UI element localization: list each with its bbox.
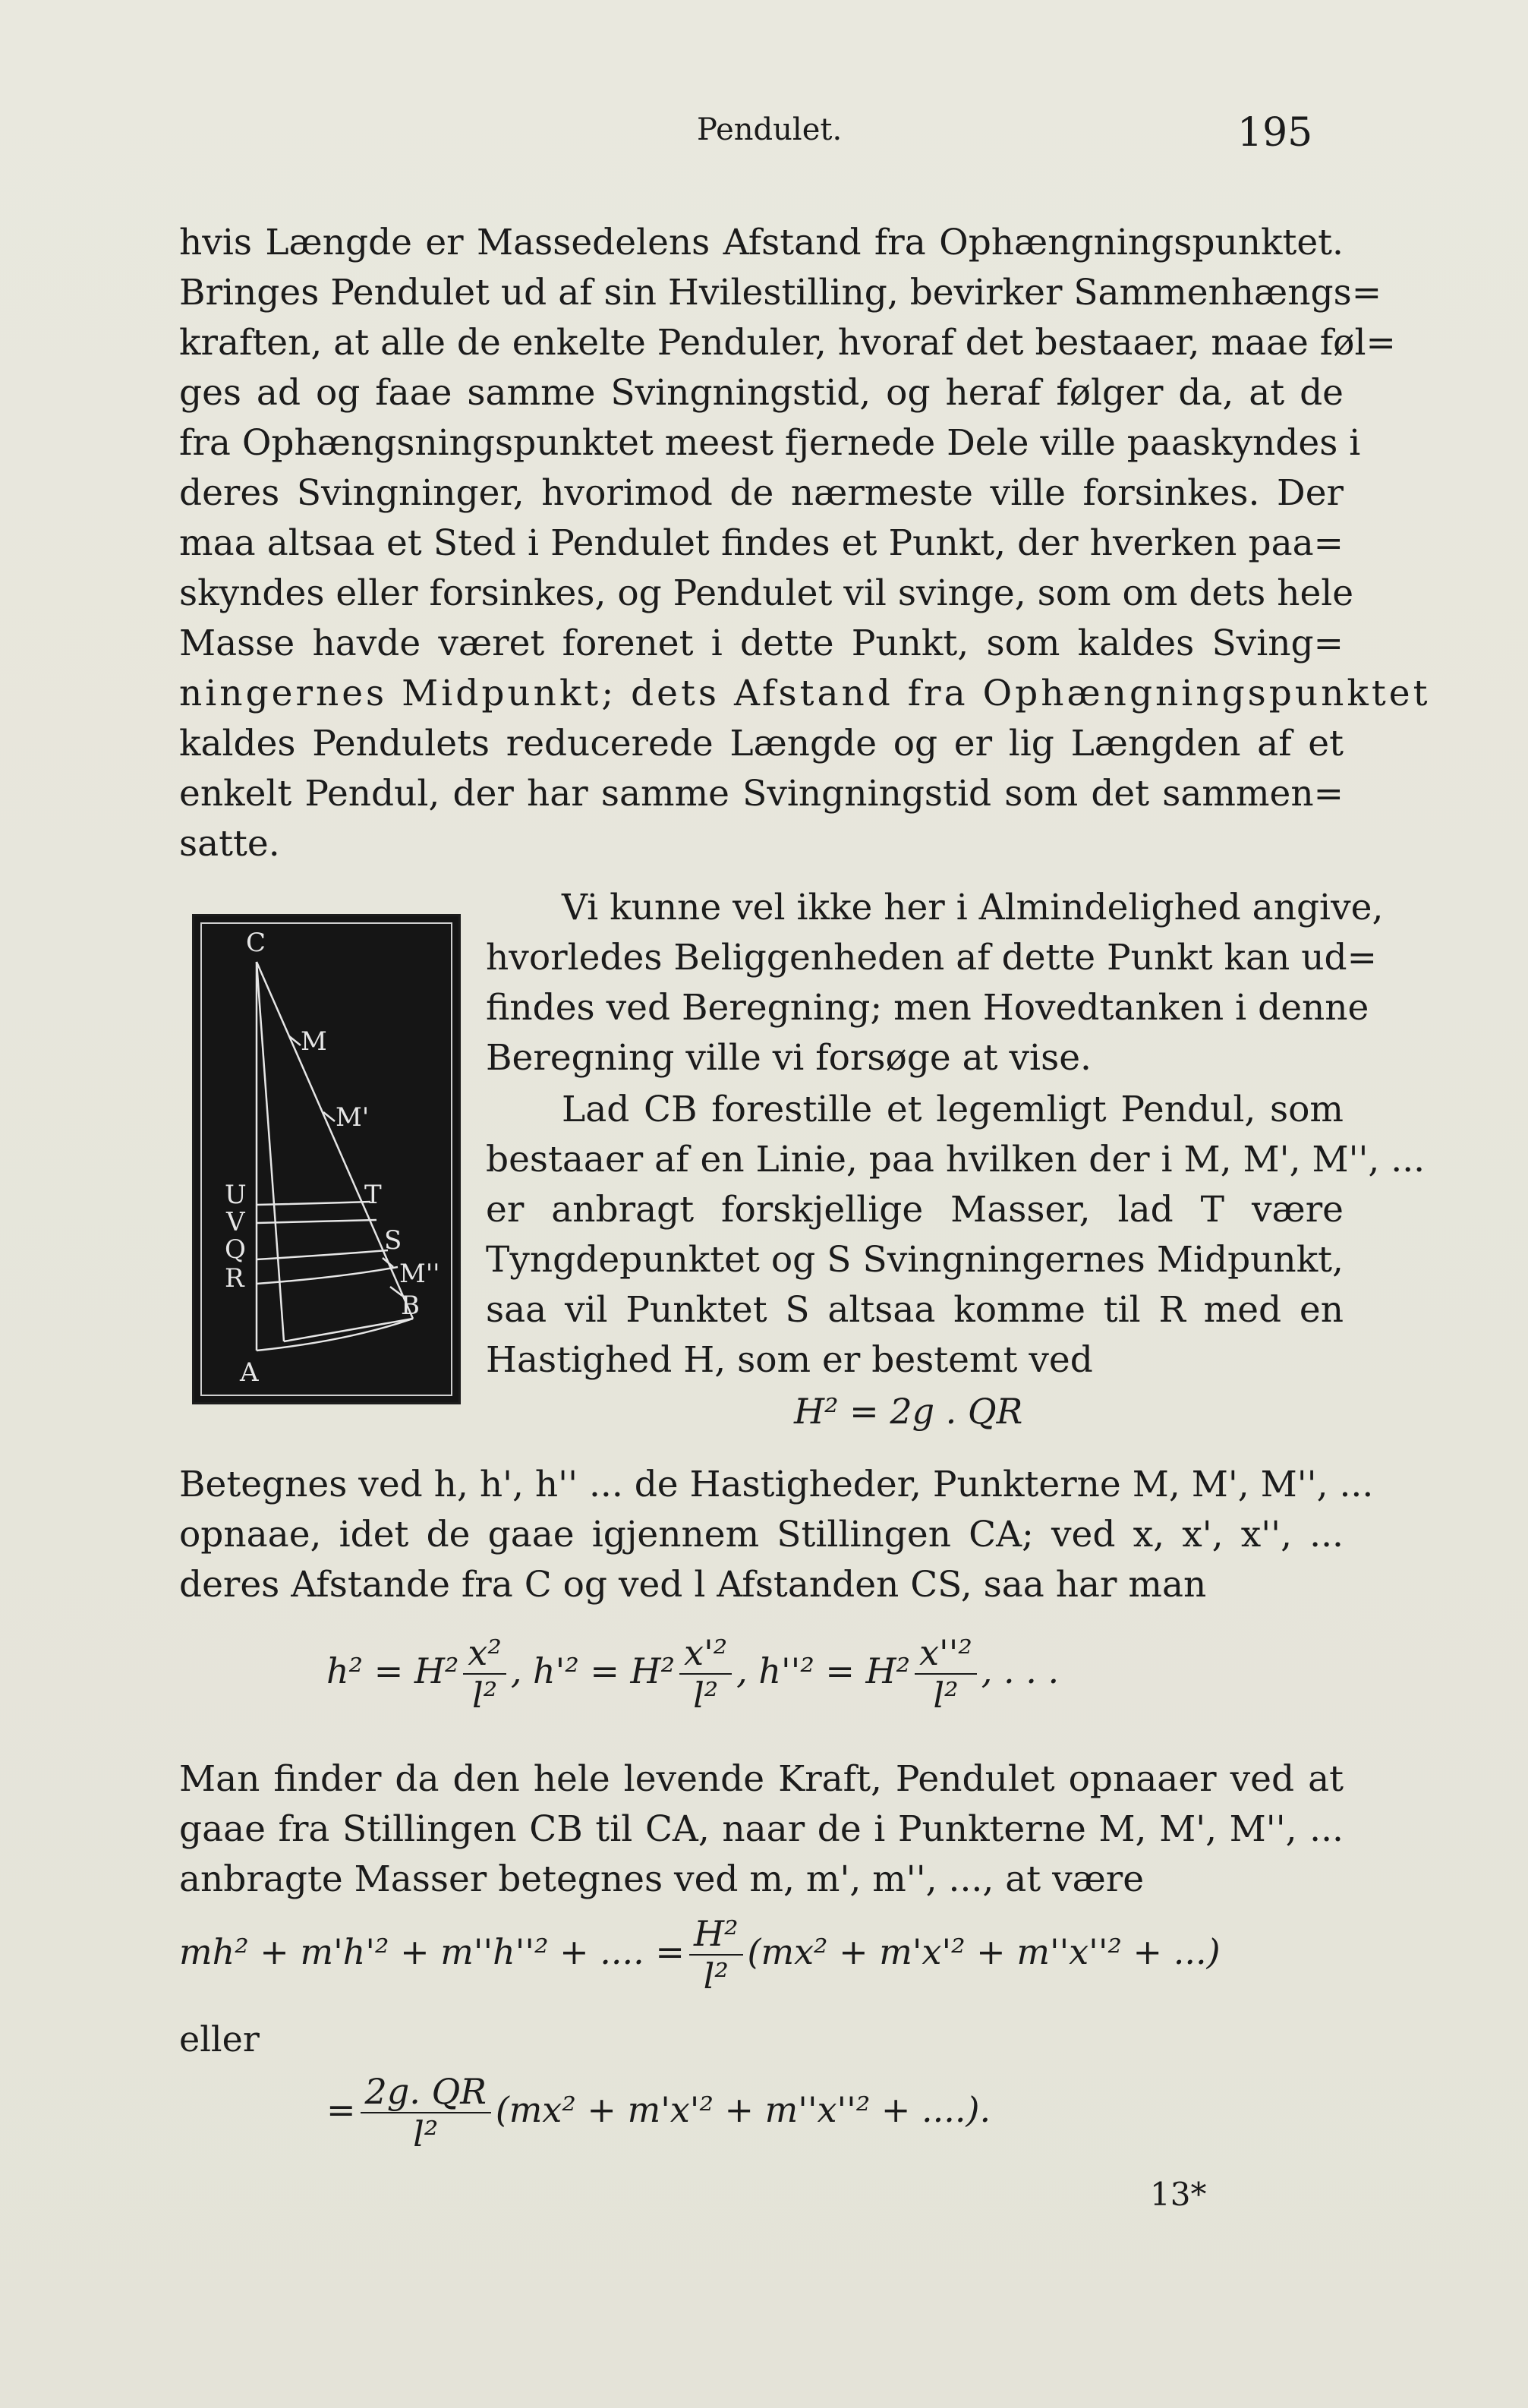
text-line: opnaae, idet de gaae igjennem Stillingen CA; ved x, x', x'', ... [179,1514,1344,1555]
page-number: 195 [1237,110,1313,156]
label-S: S [384,1225,402,1256]
text-line: satte. [179,823,280,865]
text-line: Man finder da den hele levende Kraft, Pendulet opnaaer ved at [179,1758,1344,1800]
equation-living-force-2: = $\frac{2g. QR}{\text{l²}}$ (mx² + m'x'² + m''x''² + ....). [326,2071,991,2154]
pendulum-figure [192,914,461,1404]
text-line: bestaaer af en Linie, paa hvilken der i M, M', M'', ... [486,1139,1426,1180]
text-line: hvorledes Beliggenheden af dette Punkt kan ud= [486,937,1377,979]
label-V: V [226,1207,245,1237]
equation-living-force: mh² + m'h'² + m''h''² + .... = $\frac{\text{H²}}{\text{l²}}$ (mx² + m'x'² + m''x''² + ...) [179,1913,1221,1997]
text-line: anbragte Masser betegnes ved m, m', m'', ..., at være [179,1858,1145,1900]
equation-velocity: H² = 2g . QR [794,1391,1023,1432]
text-line: enkelt Pendul, der har samme Svingningstid som det sammen= [179,773,1344,815]
label-Q: Q [225,1234,246,1265]
text-line: findes ved Beregning; men Hovedtanken i denne [486,987,1369,1029]
text-line: fra Ophængsningspunktet meest fjernede Dele ville paaskyndes i [179,422,1361,464]
text-line: ningernes Midpunkt; dets Afstand fra Ophængningspunktet [179,673,1431,714]
line-CB [257,962,413,1319]
text-line: Masse havde været forenet i dette Punkt, som kaldes Sving= [179,622,1344,664]
label-M: M [301,1026,327,1057]
text-line: Hastighed H, som er bestemt ved [486,1339,1093,1381]
text-line: eller [179,2019,260,2060]
label-B: B [401,1291,420,1321]
text-line: ges ad og faae samme Svingningstid, og heraf følger da, at de [179,372,1344,414]
text-line: maa altsaa et Sted i Pendulet findes et Punkt, der hverken paa= [179,522,1344,564]
text-line: deres Svingninger, hvorimod de nærmeste ville forsinkes. Der [179,472,1344,514]
pendulum-diagram [194,916,458,1402]
text-line: Lad CB forestille et legemligt Pendul, som [562,1089,1344,1130]
text-line: Beregning ville vi forsøge at vise. [486,1037,1092,1079]
text-line: Bringes Pendulet ud af sin Hvilestilling, bevirker Sammenhængs= [179,272,1382,314]
label-R: R [225,1263,244,1294]
text-line: deres Afstande fra C og ved l Afstanden CS, saa har man [179,1564,1207,1606]
text-line: Vi kunne vel ikke her i Almindelighed angive, [562,887,1384,928]
equation-velocities: h² = H² $\frac{\text{x²}}{\text{l²}}$ , h'² = H² $\frac{\text{x'²}}{\text{l²}}$ , h''² = H² $\frac{\text{x''²}}{\text{l²}}$ , . . . [326,1632,1060,1716]
line-CT [257,962,284,1341]
signature-mark: 13* [1150,2176,1207,2213]
text-line: saa vil Punktet S altsaa komme til R med en [486,1289,1344,1331]
arc-S [257,1250,388,1259]
running-header: Pendulet. [697,112,843,147]
text-line: Betegnes ved h, h', h'' ... de Hastigheder, Punkterne M, M', M'', ... [179,1464,1374,1505]
label-M-prime: M' [336,1102,370,1133]
label-T: T [364,1180,382,1210]
label-C: C [246,928,266,958]
label-A: A [240,1357,259,1388]
text-line: gaae fra Stillingen CB til CA, naar de i Punkterne M, M', M'', ... [179,1808,1344,1850]
label-M-double-prime: M'' [399,1259,440,1289]
text-line: Tyngdepunktet og S Svingningernes Midpunkt, [486,1239,1344,1281]
text-line: kraften, at alle de enkelte Penduler, hvoraf det bestaaer, maae føl= [179,322,1396,364]
text-line: er anbragt forskjellige Masser, lad T være [486,1189,1344,1231]
text-line: skyndes eller forsinkes, og Pendulet vil svinge, som om dets hele [179,572,1354,614]
text-line: kaldes Pendulets reducerede Længde og er lig Længden af et [179,723,1344,764]
label-U: U [225,1180,247,1210]
text-line: hvis Længde er Massedelens Afstand fra Ophængningspunktet. [179,222,1344,263]
